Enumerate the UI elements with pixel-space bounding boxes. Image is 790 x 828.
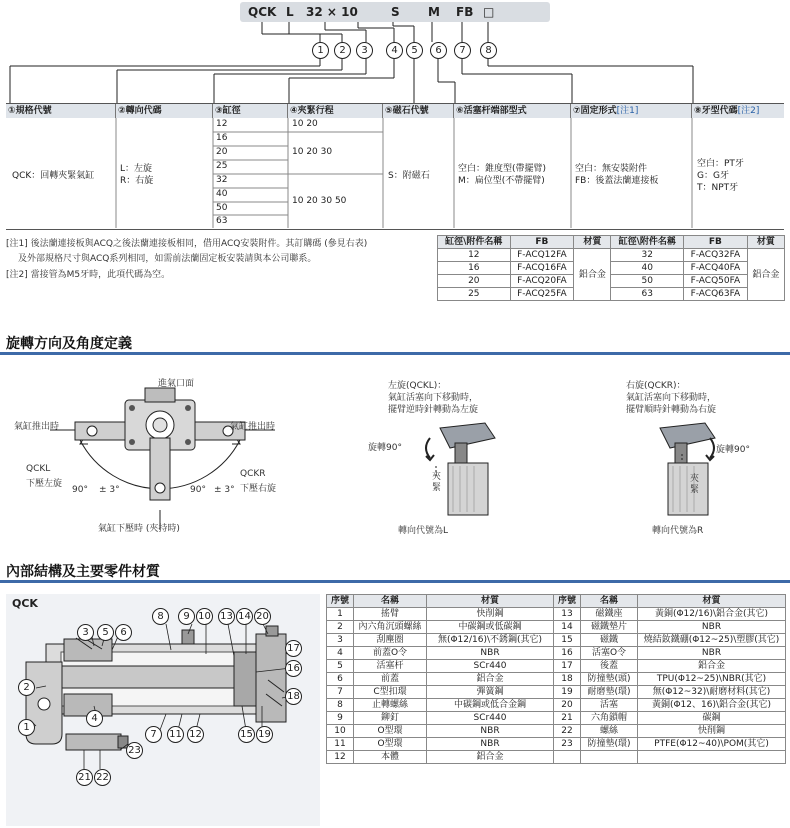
table-row: [327, 673, 786, 686]
callout-7: 7: [145, 726, 162, 743]
code-number-2: 2: [334, 42, 351, 59]
part-material: NBR: [427, 725, 554, 738]
clamp-right-label: 夾緊: [690, 474, 700, 495]
parts-header-name-2: 名稱: [581, 595, 638, 608]
part-material: 中碳鋼或低碳鋼: [427, 621, 554, 634]
bore-50: 50: [216, 203, 228, 213]
fb-bore: 40: [611, 262, 684, 275]
part-no: 6: [327, 673, 354, 686]
table-row: [327, 712, 786, 725]
part-name: 前蓋: [354, 673, 427, 686]
stroke-a: 10 20: [292, 119, 318, 129]
code-number-1: 1: [312, 42, 329, 59]
mounting-blank: 空白：無安裝附件: [575, 164, 648, 174]
part-material: NBR: [638, 647, 786, 660]
rotation-title-bar: [0, 352, 790, 355]
mounting-fb: FB：後蓋法蘭連接板: [575, 176, 659, 186]
qckr-cylinder-icon: [640, 418, 760, 523]
pressed-label: 氣缸下壓時 (夾持時): [98, 524, 180, 534]
bore-40: 40: [216, 189, 228, 199]
fb-header-3: 材質: [574, 236, 611, 249]
fb-bore: 16: [438, 262, 511, 275]
part-material: [638, 751, 786, 764]
part-no: 23: [554, 738, 581, 751]
callout-6: 6: [115, 624, 132, 641]
bore-12: 12: [216, 119, 228, 129]
callout-3: 3: [77, 624, 94, 641]
part-name: 磁鐵座: [581, 608, 638, 621]
left-desc-1: 氣缸活塞向下移動時，: [388, 393, 479, 403]
table-row: [327, 738, 786, 751]
qckr-sub-label: 下壓右旋: [240, 484, 277, 494]
spec-header-2: ②轉向代碼: [116, 104, 213, 118]
part-no: 12: [327, 751, 354, 764]
fb-material-right: 鋁合金: [747, 249, 784, 301]
part-no: 18: [554, 673, 581, 686]
fb-code: F-ACQ20FA: [510, 275, 574, 288]
callout-20: 20: [254, 608, 271, 625]
part-name: 螺絲: [581, 725, 638, 738]
callout-10: 10: [196, 608, 213, 625]
part-no: 16: [554, 647, 581, 660]
part-no: 17: [554, 660, 581, 673]
part-material: PTFE(Φ12~40)\POM(其它): [638, 738, 786, 751]
part-material: 鋁合金: [427, 673, 554, 686]
part-no: 5: [327, 660, 354, 673]
bore-25: 25: [216, 161, 228, 171]
right-desc-2: 擺臂順時針轉動為右旋: [626, 405, 717, 415]
part-material: 鋁合金: [427, 751, 554, 764]
structure-title-bar: [0, 580, 790, 583]
angle-right: 90°: [190, 485, 206, 495]
part-no: 4: [327, 647, 354, 660]
qckl-cylinder-icon: [400, 418, 520, 523]
fb-code: F-ACQ12FA: [510, 249, 574, 262]
part-material: NBR: [427, 738, 554, 751]
callout-14: 14: [236, 608, 253, 625]
parts-table: [326, 594, 786, 764]
part-name: 止轉螺絲: [354, 699, 427, 712]
thread-pt: 空白：PT牙: [697, 159, 744, 169]
part-material: NBR: [427, 647, 554, 660]
thread-g: G：G牙: [697, 171, 729, 181]
part-name: 內六角沉頭螺絲: [354, 621, 427, 634]
fb-code: F-ACQ50FA: [684, 275, 748, 288]
part-no: 10: [327, 725, 354, 738]
note-ref-2: [注2]: [737, 106, 760, 116]
part-no: 14: [554, 621, 581, 634]
part-name: 六角鎖帽: [581, 712, 638, 725]
qckl-label: QCKL: [26, 464, 51, 474]
part-no: 13: [554, 608, 581, 621]
note-1b: 及外部規格尺寸與ACQ系列相同，如需前法蘭固定板安裝請與本公司聯系。: [18, 254, 317, 264]
part-no: 7: [327, 686, 354, 699]
fb-bore: 12: [438, 249, 511, 262]
fb-header-5: FB: [684, 236, 748, 249]
left-desc-2: 擺臂逆時針轉動為左旋: [388, 405, 479, 415]
code-number-6: 6: [430, 42, 447, 59]
bore-20: 20: [216, 147, 228, 157]
bore-32: 32: [216, 175, 228, 185]
direction-r: R：右旋: [120, 176, 154, 186]
part-material: 中碳鋼或低合金鋼: [427, 699, 554, 712]
fb-material-left: 鋁合金: [574, 249, 611, 301]
callout-18: 18: [285, 688, 302, 705]
part-name: 防撞墊(頭): [581, 673, 638, 686]
code-qck: QCK: [248, 5, 277, 19]
part-no: 22: [554, 725, 581, 738]
qckl-sub-label: 下壓左旋: [26, 479, 63, 489]
part-no: 15: [554, 634, 581, 647]
part-material: 黃銅(Φ12、16)\鋁合金(其它): [638, 699, 786, 712]
callout-21: 21: [76, 769, 93, 786]
part-material: NBR: [638, 621, 786, 634]
rod-end-blank: 空白：錐度型(帶擺臂): [458, 164, 547, 174]
part-name: 搖臂: [354, 608, 427, 621]
rotation-angle-diagram: [0, 370, 330, 540]
code-m: M: [428, 5, 440, 19]
bore-63: 63: [216, 216, 228, 226]
part-no: 19: [554, 686, 581, 699]
rotate-right-label: 旋轉90°: [716, 445, 750, 455]
part-material: 碳鋼: [638, 712, 786, 725]
fb-bore: 50: [611, 275, 684, 288]
code-number-7: 7: [454, 42, 471, 59]
code-number-8: 8: [480, 42, 497, 59]
fb-header-1: 缸徑\附件名稱: [438, 236, 511, 249]
parts-header-material-2: 材質: [638, 595, 786, 608]
part-no: 20: [554, 699, 581, 712]
part-name: 鉚釘: [354, 712, 427, 725]
fb-code: F-ACQ40FA: [684, 262, 748, 275]
rod-end-m: M：扁位型(不帶擺臂): [458, 176, 545, 186]
tol-right: ± 3°: [214, 485, 235, 495]
code-box: □: [483, 5, 495, 19]
fb-bore: 20: [438, 275, 511, 288]
part-name: 磁鐵: [581, 634, 638, 647]
callout-23: 23: [126, 742, 143, 759]
stroke-c: 10 20 30 50: [292, 196, 347, 206]
part-no: [554, 751, 581, 764]
part-name: 活塞: [581, 699, 638, 712]
part-material: 無(Φ12/16)\不銹鋼(其它): [427, 634, 554, 647]
code-l-label: 轉向代號為L: [398, 526, 449, 536]
part-no: 9: [327, 712, 354, 725]
part-no: 11: [327, 738, 354, 751]
spec-header-6: ⑥活塞杆端部型式: [454, 104, 571, 118]
fb-bore: 63: [611, 288, 684, 301]
tol-left: ± 3°: [99, 485, 120, 495]
spec-header-7: ⑦固定形式[注1]: [571, 104, 692, 118]
stroke-b: 10 20 30: [292, 147, 333, 157]
code-fb: FB: [456, 5, 474, 19]
right-desc-1: 氣缸活塞向下移動時，: [626, 393, 717, 403]
code-r-label: 轉向代號為R: [652, 526, 704, 536]
callout-19: 19: [256, 726, 273, 743]
spec-header-1: ①規格代號: [6, 104, 116, 118]
fb-header-6: 材質: [747, 236, 784, 249]
qckr-label: QCKR: [240, 469, 266, 479]
spec-header-5: ⑤磁石代號: [383, 104, 454, 118]
callout-2: 2: [18, 679, 35, 696]
code-number-4: 4: [386, 42, 403, 59]
spec-header-8: ⑧牙型代碼[注2]: [692, 104, 784, 118]
direction-l: L：左旋: [120, 164, 153, 174]
table-row: [327, 647, 786, 660]
part-no: 8: [327, 699, 354, 712]
code-leader-lines: [0, 20, 790, 105]
callout-17: 17: [285, 640, 302, 657]
part-name: 防撞墊(環): [581, 738, 638, 751]
part-material: 快削鋼: [638, 725, 786, 738]
callout-11: 11: [167, 726, 184, 743]
table-row: [327, 621, 786, 634]
fb-code: F-ACQ16FA: [510, 262, 574, 275]
fb-table: [437, 235, 785, 301]
extend-left-label: 氣缸推出時: [14, 422, 60, 432]
part-name: 活塞O令: [581, 647, 638, 660]
clamp-left-label: 夾緊: [432, 472, 442, 493]
bore-16: 16: [216, 133, 228, 143]
callout-9: 9: [178, 608, 195, 625]
thread-npt: T：NPT牙: [697, 183, 739, 193]
part-material: 黃銅(Φ12/16)\鋁合金(其它): [638, 608, 786, 621]
fb-code: F-ACQ25FA: [510, 288, 574, 301]
callout-15: 15: [238, 726, 255, 743]
parts-header-name: 名稱: [354, 595, 427, 608]
cylinder-cross-section: [6, 594, 320, 826]
code-number-5: 5: [406, 42, 423, 59]
part-name: 前蓋O令: [354, 647, 427, 660]
right-desc-title: 右旋(QCKR)：: [626, 381, 686, 391]
fb-bore: 32: [611, 249, 684, 262]
angle-left: 90°: [72, 485, 88, 495]
part-name: 磁鐵墊片: [581, 621, 638, 634]
extend-right-label: 氣缸推出時: [230, 422, 276, 432]
fb-header-2: FB: [510, 236, 574, 249]
callout-16: 16: [285, 660, 302, 677]
part-material: 燒結釹鐵硼(Φ12~25)\塑膠(其它): [638, 634, 786, 647]
callout-13: 13: [218, 608, 235, 625]
parts-header-material: 材質: [427, 595, 554, 608]
part-material: 快削鋼: [427, 608, 554, 621]
spec-header-4: ④夾緊行程: [288, 104, 383, 118]
part-name: [581, 751, 638, 764]
code-l: L: [286, 5, 294, 19]
left-desc-title: 左旋(QCKL)：: [388, 381, 447, 391]
note-ref-1: [注1]: [616, 106, 639, 116]
rotation-title: 旋轉方向及角度定義: [6, 336, 132, 352]
table-row: [327, 751, 786, 764]
callout-22: 22: [94, 769, 111, 786]
callout-4: 4: [86, 710, 103, 727]
structure-label: QCK: [12, 597, 38, 610]
part-name: O型環: [354, 738, 427, 751]
air-inlet-label: 進氣口面: [158, 379, 195, 389]
part-name: 後蓋: [581, 660, 638, 673]
table-row: [327, 699, 786, 712]
part-name: 刮塵圈: [354, 634, 427, 647]
part-no: 1: [327, 608, 354, 621]
part-name: 耐磨墊(環): [581, 686, 638, 699]
structure-title: 內部結構及主要零件材質: [6, 564, 160, 580]
part-material: 無(Φ12~32)\耐磨材料(其它): [638, 686, 786, 699]
part-name: C型扣環: [354, 686, 427, 699]
part-no: 3: [327, 634, 354, 647]
code-s: S: [391, 5, 400, 19]
part-material: SCr440: [427, 712, 554, 725]
callout-12: 12: [187, 726, 204, 743]
code-number-3: 3: [356, 42, 373, 59]
fb-code: F-ACQ32FA: [684, 249, 748, 262]
fb-code: F-ACQ63FA: [684, 288, 748, 301]
code-size: 32 × 10: [306, 5, 358, 19]
note-2: [注2] 當接管為M5牙時，此項代碼為空。: [6, 270, 171, 280]
part-no: 21: [554, 712, 581, 725]
part-name: O型環: [354, 725, 427, 738]
spec-header-3: ③缸徑: [213, 104, 288, 118]
callout-5: 5: [97, 624, 114, 641]
fb-header-4: 缸徑\附件名稱: [611, 236, 684, 249]
table-row: [327, 608, 786, 621]
table-row: [327, 686, 786, 699]
part-name: 本體: [354, 751, 427, 764]
part-material: SCr440: [427, 660, 554, 673]
table-row: [327, 725, 786, 738]
magnet-code: S：附磁石: [388, 171, 430, 181]
part-name: 活塞杆: [354, 660, 427, 673]
part-material: 彈簧鋼: [427, 686, 554, 699]
parts-header-no: 序號: [327, 595, 354, 608]
part-no: 2: [327, 621, 354, 634]
part-material: TPU(Φ12~25)\NBR(其它): [638, 673, 786, 686]
rotate-left-label: 旋轉90°: [368, 443, 402, 453]
note-1: [注1] 後法蘭連接板與ACQ之後法蘭連接板相同，借用ACQ安裝附件。其訂購碼 (參見右表): [6, 239, 368, 249]
spec-code: QCK：回轉夾緊氣缸: [12, 171, 95, 181]
part-material: 鋁合金: [638, 660, 786, 673]
callout-8: 8: [152, 608, 169, 625]
callout-1: 1: [18, 719, 35, 736]
table-row: [327, 634, 786, 647]
fb-bore: 25: [438, 288, 511, 301]
parts-header-no-2: 序號: [554, 595, 581, 608]
table-row: [327, 660, 786, 673]
